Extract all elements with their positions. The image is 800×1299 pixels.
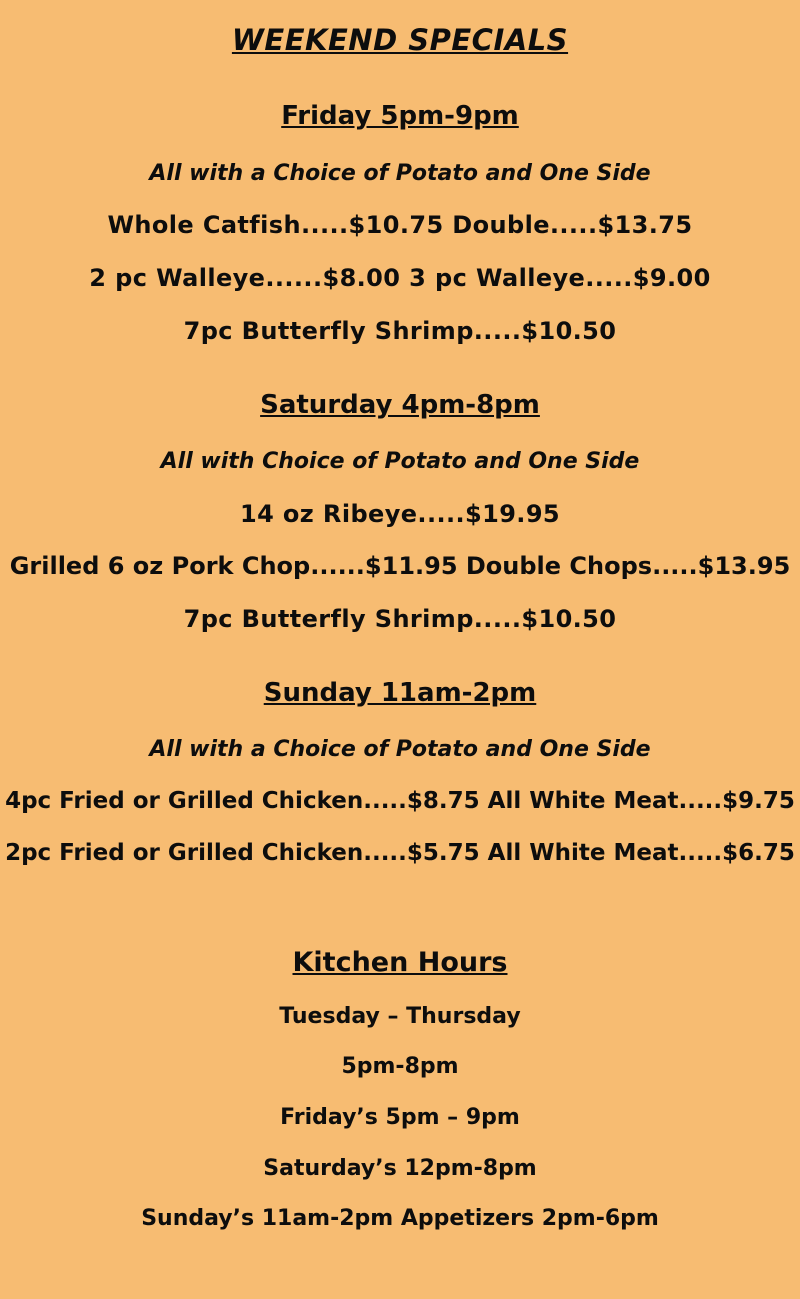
kitchen-hours-line: Sunday’s 11am-2pm Appetizers 2pm-6pm [141, 1206, 659, 1232]
section-heading-saturday: Saturday 4pm-8pm [260, 389, 540, 420]
kitchen-hours-line: Friday’s 5pm – 9pm [280, 1104, 520, 1130]
section-subtitle-saturday: All with Choice of Potato and One Side [160, 448, 640, 474]
section-heading-friday: Friday 5pm-9pm [281, 101, 519, 132]
menu-page [0, 24, 800, 1299]
section-subtitle-friday: All with a Choice of Potato and One Side [149, 160, 651, 186]
menu-item: 7pc Butterfly Shrimp.....$10.50 [183, 316, 617, 345]
menu-item: 7pc Butterfly Shrimp.....$10.50 [183, 605, 617, 634]
menu-item: 4pc Fried or Grilled Chicken.....$8.75 All White Meat.....$9.75 [5, 787, 795, 814]
menu-item: 2pc Fried or Grilled Chicken.....$5.75 All White Meat.....$6.75 [5, 839, 795, 866]
menu-item: 14 oz Ribeye.....$19.95 [239, 499, 561, 528]
kitchen-hours-heading: Kitchen Hours [292, 947, 508, 979]
kitchen-hours-line: Saturday’s 12pm-8pm [263, 1155, 537, 1181]
menu-item: Grilled 6 oz Pork Chop......$11.95 Double Chops.....$13.95 [9, 552, 791, 581]
section-subtitle-sunday: All with a Choice of Potato and One Side [149, 737, 651, 763]
kitchen-hours-line: Tuesday – Thursday [279, 1003, 521, 1029]
menu-item: Whole Catfish.....$10.75 Double.....$13.75 [107, 211, 693, 240]
page-title: WEEKEND SPECIALS [231, 23, 569, 57]
kitchen-hours-line: 5pm-8pm [341, 1054, 459, 1080]
section-heading-sunday: Sunday 11am-2pm [263, 678, 537, 709]
menu-item: 2 pc Walleye......$8.00 3 pc Walleye.....$9.00 [89, 264, 711, 293]
